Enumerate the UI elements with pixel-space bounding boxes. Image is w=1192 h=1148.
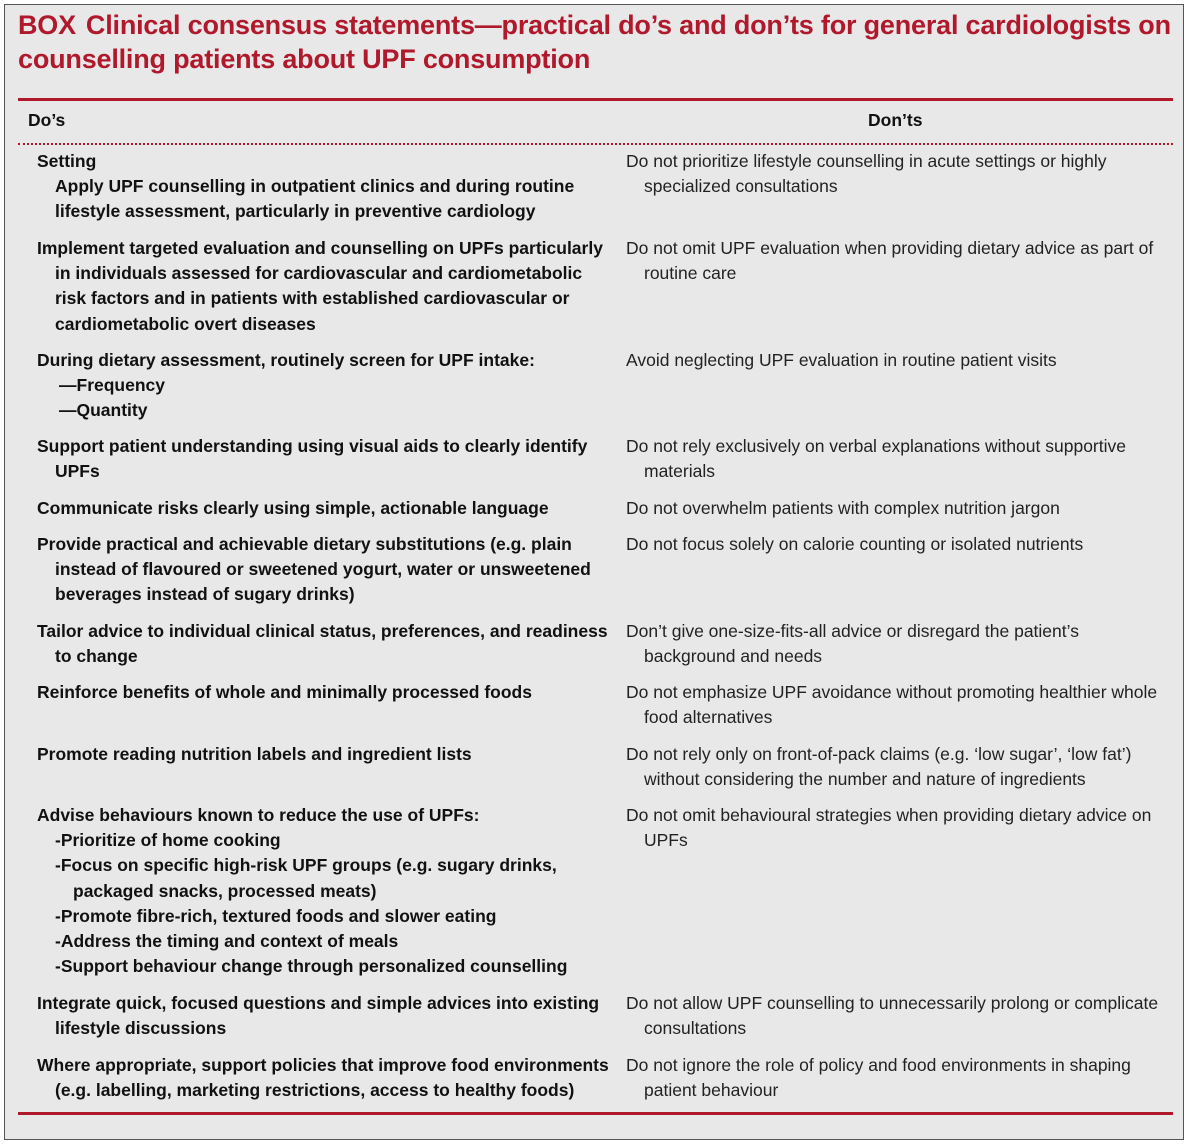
do-cell — [37, 680, 617, 705]
do-text: Support patient understanding using visual aids to clearly identify UPFs — [37, 436, 588, 482]
table-row — [5, 434, 1181, 496]
dont-text: Do not ignore the role of policy and food environments in shaping patient behaviour — [626, 1055, 1131, 1101]
do-text: Provide practical and achievable dietary substitutions (e.g. plain instead of flavoured or sweetened yogurt, water or unsweetened beverages instead of sugary drinks) — [37, 534, 591, 605]
table-row — [5, 619, 1181, 680]
table-row — [5, 236, 1181, 348]
do-text: Tailor advice to individual clinical status, preferences, and readiness to change — [37, 621, 608, 667]
dont-text: Do not rely exclusively on verbal explanations without supportive materials — [626, 436, 1126, 482]
header-divider — [18, 143, 1173, 145]
table-row — [5, 680, 1181, 742]
dont-text: Do not emphasize UPF avoidance without promoting healthier whole food alternatives — [626, 682, 1158, 728]
do-text: Reinforce benefits of whole and minimally processed foods — [37, 682, 532, 702]
dont-text: Do not rely only on front-of-pack claims (e.g. ‘low sugar’, ‘low fat’) without considering the number and nature of ingredients — [626, 744, 1132, 790]
bottom-rule — [18, 1112, 1173, 1115]
dont-text: Do not overwhelm patients with complex nutrition jargon — [626, 498, 1060, 518]
dont-cell — [626, 348, 1171, 373]
dont-cell — [626, 496, 1171, 521]
do-list-item: -Support behaviour change through personalized counselling — [55, 956, 568, 977]
do-text: Apply UPF counselling in outpatient clinics and during routine lifestyle assessment, particularly in preventive cardiology — [55, 176, 575, 222]
dont-text: Do not allow UPF counselling to unnecessarily prolong or complicate consultations — [626, 993, 1159, 1039]
table-row — [5, 742, 1181, 803]
dont-text: Avoid neglecting UPF evaluation in routine patient visits — [626, 350, 1057, 370]
consensus-box — [4, 4, 1184, 1140]
header-donts: Don’ts — [868, 110, 923, 130]
table-row — [5, 348, 1181, 434]
box-title — [18, 8, 1178, 76]
do-text: Advise behaviours known to reduce the use of UPFs: — [37, 805, 480, 825]
top-rule — [18, 98, 1173, 101]
box-title-text: Clinical consensus statements—practical do’s and don’ts for general cardiologists on counselling patients about UPF consumption — [18, 10, 1171, 74]
do-list-item: -Focus on specific high-risk UPF groups (e.g. sugary drinks, packaged snacks, processed meats) — [55, 855, 557, 901]
dont-cell — [626, 149, 1171, 199]
dont-text: Don’t give one-size-fits-all advice or disregard the patient’s background and needs — [626, 621, 1079, 667]
do-list-item: -Promote fibre-rich, textured foods and slower eating — [55, 905, 497, 926]
table-row — [5, 803, 1181, 991]
do-cell — [37, 434, 617, 484]
table-row — [5, 991, 1181, 1053]
do-list-item: —Quantity — [59, 400, 148, 421]
dont-text: Do not focus solely on calorie counting or isolated nutrients — [626, 534, 1084, 554]
do-text: During dietary assessment, routinely screen for UPF intake: — [37, 350, 535, 370]
do-cell — [37, 1053, 617, 1103]
dont-text: Do not prioritize lifestyle counselling in acute settings or highly specialized consultations — [626, 151, 1107, 197]
do-list-item: —Frequency — [59, 375, 165, 396]
do-text: Implement targeted evaluation and counselling on UPFs particularly in individuals assessed for cardiovascular and cardiometabolic risk factors and in patients with established cardiovascular or cardiometabolic overt diseases — [37, 238, 603, 334]
header-dos: Do’s — [28, 110, 66, 130]
dont-cell — [626, 532, 1171, 557]
do-cell — [37, 803, 617, 979]
do-cell — [37, 496, 617, 521]
box-label: BOX — [18, 10, 76, 40]
do-cell — [37, 348, 617, 424]
dont-cell — [626, 619, 1171, 669]
do-text: Promote reading nutrition labels and ingredient lists — [37, 744, 472, 764]
table-row — [5, 1053, 1181, 1111]
dont-cell — [626, 680, 1171, 730]
do-heading: Setting — [37, 151, 97, 171]
do-cell — [37, 532, 617, 608]
do-cell — [37, 991, 617, 1041]
dont-cell — [626, 236, 1171, 286]
dont-cell — [626, 742, 1171, 792]
do-cell — [37, 149, 617, 225]
dont-cell — [626, 991, 1171, 1041]
do-text: Integrate quick, focused questions and simple advices into existing lifestyle discussions — [37, 993, 600, 1039]
do-text: Where appropriate, support policies that improve food environments (e.g. labelling, marketing restrictions, access to healthy foods) — [37, 1055, 609, 1101]
do-list-item: -Prioritize of home cooking — [55, 830, 281, 851]
statements-table — [5, 149, 1181, 1111]
dont-cell — [626, 1053, 1171, 1103]
do-cell — [37, 236, 617, 337]
do-list-item: -Address the timing and context of meals — [55, 931, 399, 952]
table-row — [5, 496, 1181, 532]
dont-text: Do not omit UPF evaluation when providing dietary advice as part of routine care — [626, 238, 1154, 284]
do-text: Communicate risks clearly using simple, actionable language — [37, 498, 549, 518]
do-cell — [37, 742, 617, 767]
dont-text: Do not omit behavioural strategies when providing dietary advice on UPFs — [626, 805, 1152, 851]
dont-cell — [626, 434, 1171, 484]
dont-cell — [626, 803, 1171, 853]
table-row — [5, 532, 1181, 619]
do-cell — [37, 619, 617, 669]
table-row — [5, 149, 1181, 236]
